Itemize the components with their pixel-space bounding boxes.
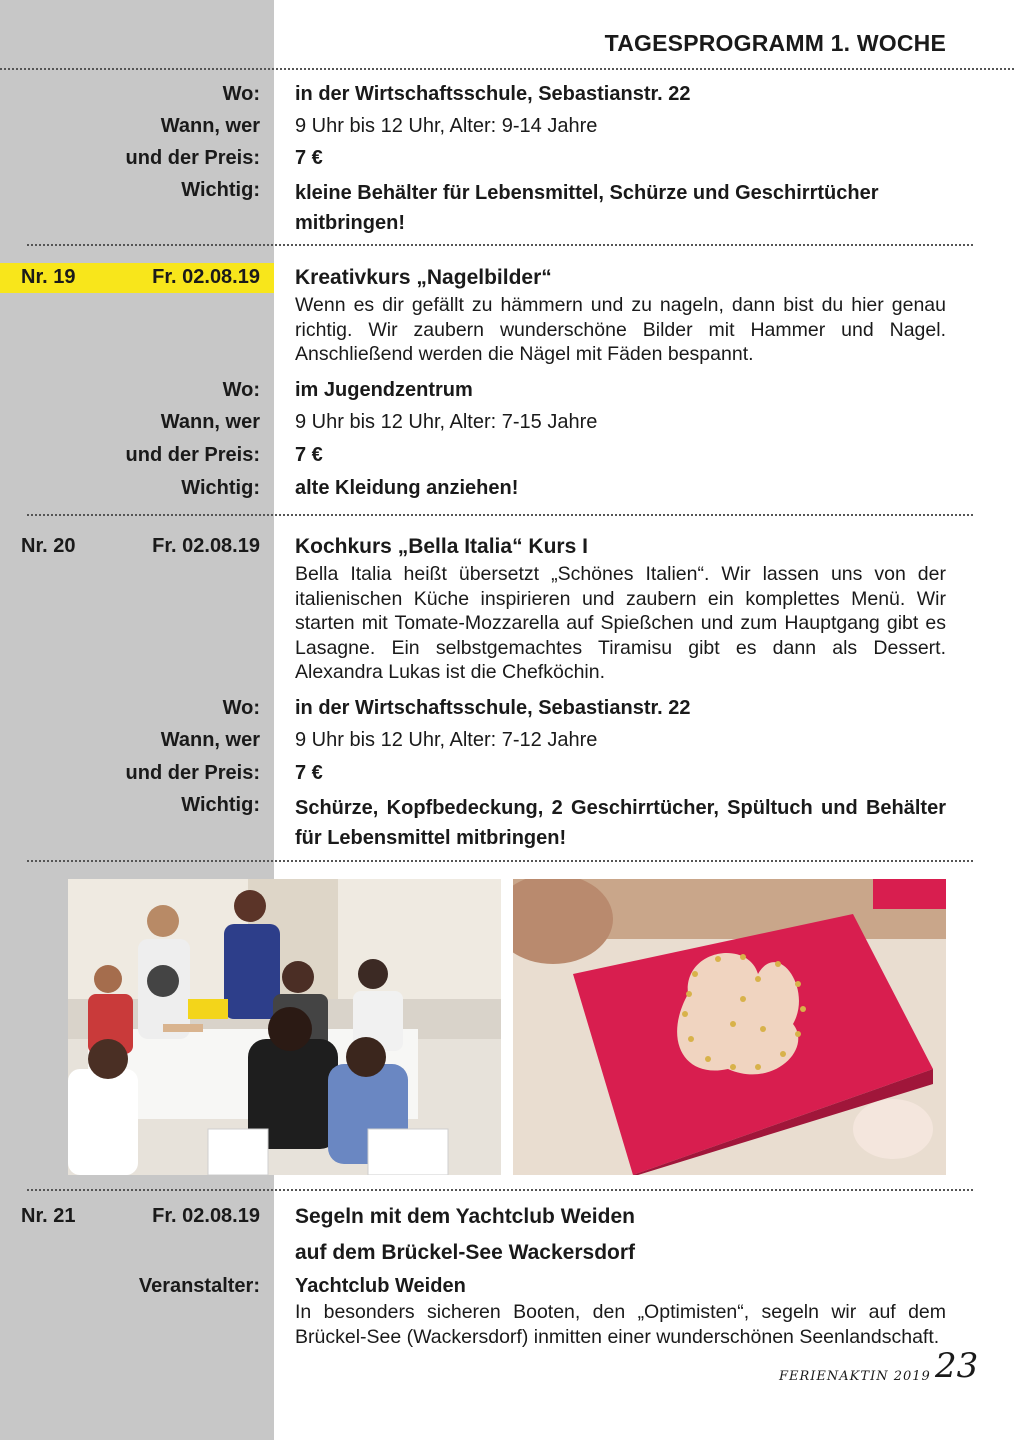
location-value: im Jugendzentrum xyxy=(295,379,473,401)
divider xyxy=(27,1189,973,1191)
event-description: Bella Italia heißt übersetzt „Schönes Italien“. Wir lassen uns von der italienischen Küche inspirieren und zaubern ein komplettes Menü. Wir starten mit Tomate-Mozzarella auf Spießchen und zum Hauptgang gibt es Lasagne. Ein selbstgemachtes Tiramisu gibt es dann als Dessert. Alexandra Lukas ist die Chefköchin. xyxy=(295,563,946,684)
preis-label: und der Preis: xyxy=(125,147,260,169)
price-value: 7 € xyxy=(295,147,323,169)
event-number: Nr. 21 xyxy=(21,1205,76,1227)
event-date: Fr. 02.08.19 xyxy=(152,535,260,557)
divider xyxy=(27,860,973,862)
location-value: in der Wirtschaftsschule, Sebastianstr. 22 xyxy=(295,83,691,105)
page-title: TAGESPROGRAMM 1. WOCHE xyxy=(604,30,946,56)
location-value: in der Wirtschaftsschule, Sebastianstr. 22 xyxy=(295,697,691,719)
time-age-value: 9 Uhr bis 12 Uhr, Alter: 7-12 Jahre xyxy=(295,729,598,751)
wichtig-label: Wichtig: xyxy=(181,477,260,499)
event-number: Nr. 20 xyxy=(21,535,76,557)
event-description: Wenn es dir gefällt zu hämmern und zu nageln, dann bist du hier genau richtig. Wir zaubern wunderschöne Bilder mit Hammer und Nagel. Anschließend werden die Nägel mit Fäden bespannt. xyxy=(295,294,946,366)
event-header xyxy=(0,1202,274,1232)
nail-art-photo xyxy=(513,879,946,1175)
event-title-line2: auf dem Brückel-See Wackersdorf xyxy=(295,1241,636,1264)
event-description: In besonders sicheren Booten, den „Optimisten“, segeln wir auf dem Brückel-See (Wackersdorf) inmitten einer wunderschönen Seenlandschaft. xyxy=(295,1301,946,1348)
event-date: Fr. 02.08.19 xyxy=(152,1205,260,1227)
divider xyxy=(27,514,973,516)
wann-label: Wann, wer xyxy=(160,729,260,751)
event-title: Kreativkurs „Nagelbilder“ xyxy=(295,266,552,289)
time-age-value: 9 Uhr bis 12 Uhr, Alter: 7-15 Jahre xyxy=(295,411,598,433)
divider xyxy=(0,68,1014,70)
event-date: Fr. 02.08.19 xyxy=(152,266,260,288)
cooking-class-photo xyxy=(68,879,501,1175)
wann-label: Wann, wer xyxy=(160,411,260,433)
wo-label: Wo: xyxy=(222,83,260,105)
footer-label: FERIENAKTIN 2019 xyxy=(779,1369,931,1384)
important-value: kleine Behälter für Lebensmittel, Schürze und Geschirrtücher mitbringen! xyxy=(295,182,879,234)
price-value: 7 € xyxy=(295,762,323,784)
important-value: Schürze, Kopfbedeckung, 2 Geschirrtücher, Spültuch und Behälter für Lebensmittel mitbringen! xyxy=(295,797,946,849)
page-number: 23 xyxy=(935,1346,979,1386)
event-number: Nr. 19 xyxy=(21,266,76,288)
wann-label: Wann, wer xyxy=(160,115,260,137)
wo-label: Wo: xyxy=(222,697,260,719)
time-age-value: 9 Uhr bis 12 Uhr, Alter: 9-14 Jahre xyxy=(295,115,598,137)
wichtig-label: Wichtig: xyxy=(181,179,260,201)
event-header xyxy=(0,532,274,562)
event-header-highlight xyxy=(0,263,274,293)
organizer-value: Yachtclub Weiden xyxy=(295,1275,466,1297)
event-title: Kochkurs „Bella Italia“ Kurs I xyxy=(295,535,588,558)
preis-label: und der Preis: xyxy=(125,444,260,466)
price-value: 7 € xyxy=(295,444,323,466)
wo-label: Wo: xyxy=(222,379,260,401)
event-title: Segeln mit dem Yachtclub Weiden xyxy=(295,1205,635,1228)
important-value: alte Kleidung anziehen! xyxy=(295,477,519,499)
preis-label: und der Preis: xyxy=(125,762,260,784)
divider xyxy=(27,244,973,246)
organizer-label: Veranstalter: xyxy=(138,1275,260,1297)
wichtig-label: Wichtig: xyxy=(181,794,260,816)
